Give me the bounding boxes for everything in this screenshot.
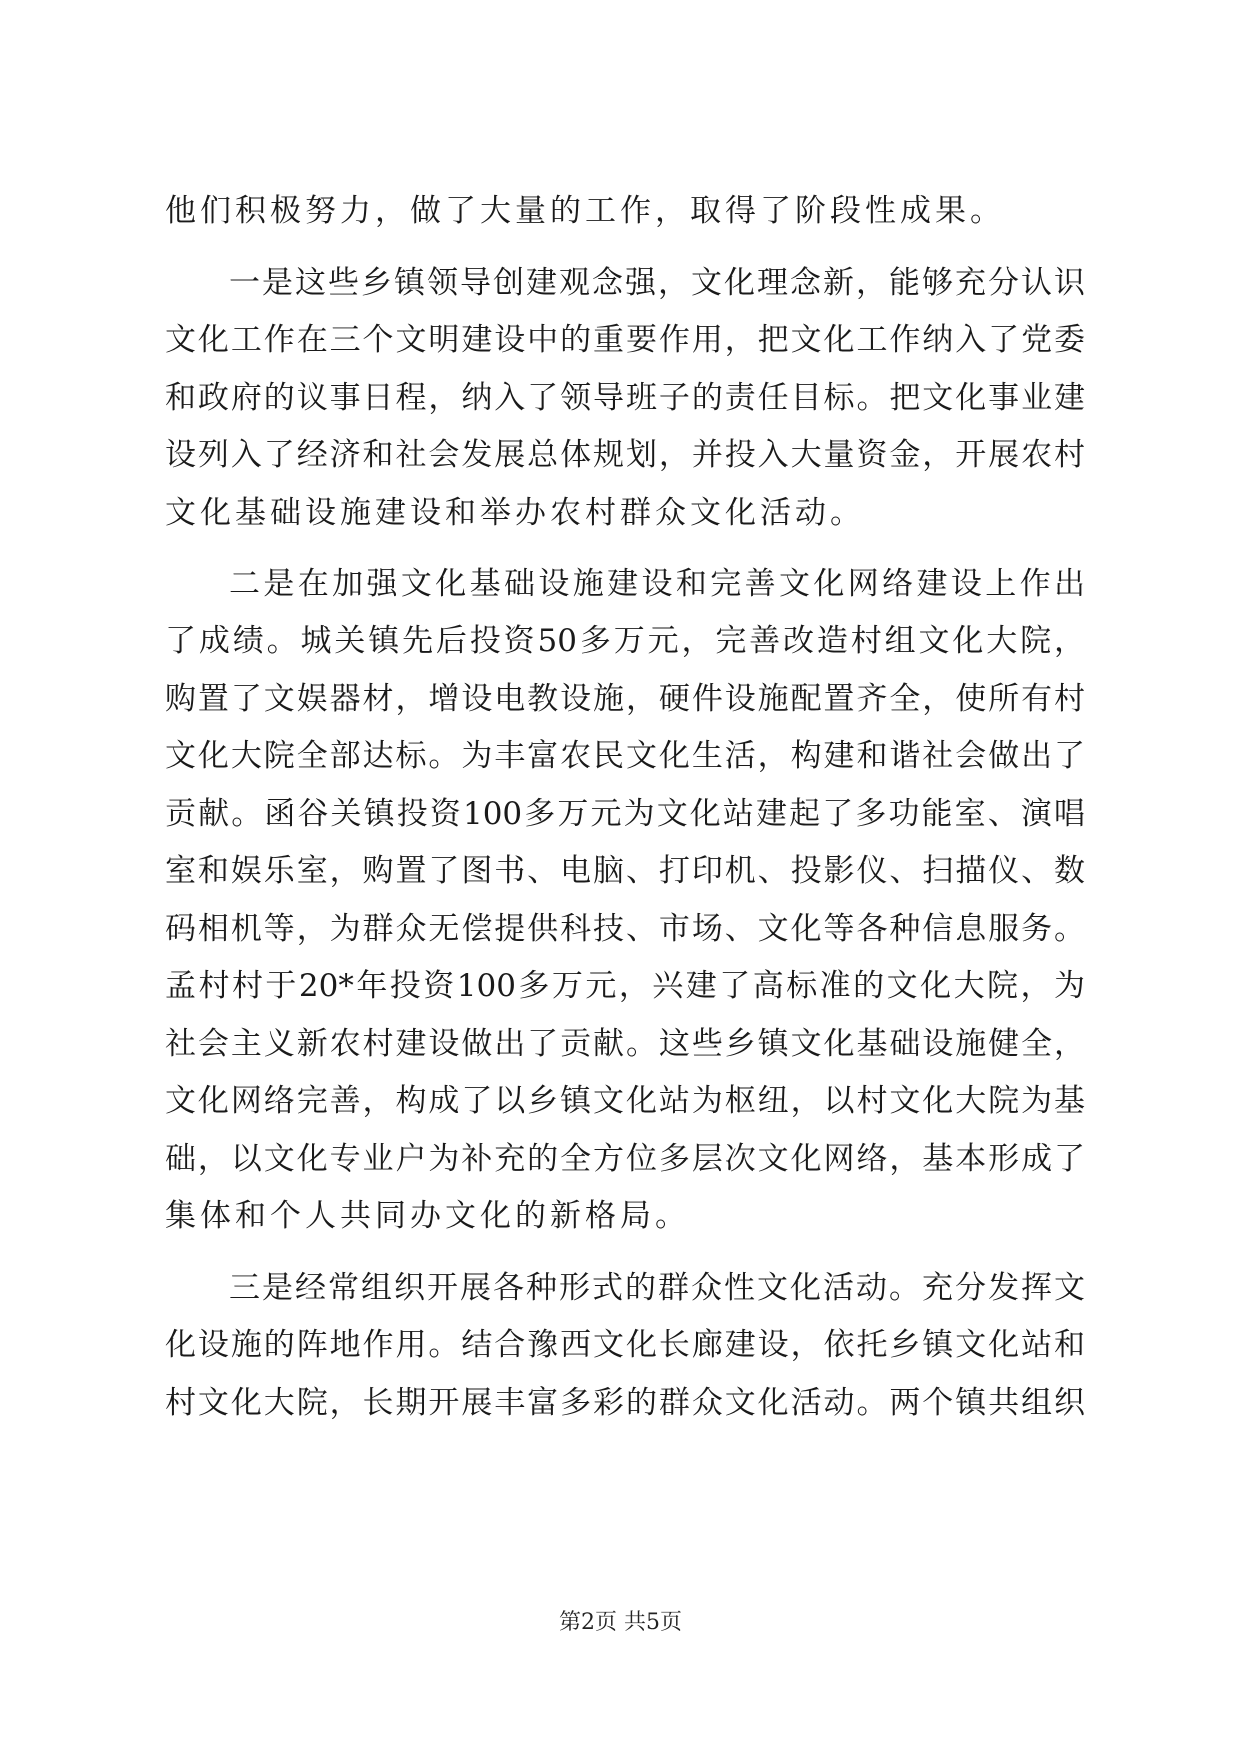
text-line: 孟村村于20*年投资100多万元，兴建了高标准的文化大院，为 [165, 968, 1085, 1004]
text-line: 文化网络完善，构成了以乡镇文化站为枢纽，以村文化大院为基 [165, 1083, 1085, 1119]
text-line: 码相机等，为群众无偿提供科技、市场、文化等各种信息服务。 [165, 911, 1085, 947]
text-line: 二是在加强文化基础设施建设和完善文化网络建设上作出 [229, 566, 1085, 602]
text-line: 室和娱乐室，购置了图书、电脑、打印机、投影仪、扫描仪、数 [165, 853, 1085, 889]
text-line: 文化基础设施建设和举办农村群众文化活动。 [165, 495, 865, 531]
text-line: 化设施的阵地作用。结合豫西文化长廊建设，依托乡镇文化站和 [165, 1327, 1085, 1363]
text-line: 设列入了经济和社会发展总体规划，并投入大量资金，开展农村 [165, 437, 1085, 473]
text-line: 一是这些乡镇领导创建观念强，文化理念新，能够充分认识 [229, 265, 1085, 301]
text-line: 购置了文娱器材，增设电教设施，硬件设施配置齐全，使所有村 [165, 681, 1085, 717]
text-line: 了成绩。城关镇先后投资50多万元，完善改造村组文化大院， [165, 623, 1085, 659]
page-number-footer: 第2页 共5页 [559, 1610, 682, 1635]
text-line: 他们积极努力，做了大量的工作，取得了阶段性成果。 [165, 193, 1005, 229]
text-line: 和政府的议事日程，纳入了领导班子的责任目标。把文化事业建 [165, 380, 1085, 416]
text-line: 贡献。函谷关镇投资100多万元为文化站建起了多功能室、演唱 [165, 796, 1085, 832]
text-line: 三是经常组织开展各种形式的群众性文化活动。充分发挥文 [229, 1270, 1085, 1306]
text-line: 村文化大院，长期开展丰富多彩的群众文化活动。两个镇共组织 [165, 1385, 1085, 1421]
text-line: 础，以文化专业户为补充的全方位多层次文化网络，基本形成了 [165, 1141, 1085, 1177]
text-line: 文化工作在三个文明建设中的重要作用，把文化工作纳入了党委 [165, 322, 1085, 358]
text-line: 文化大院全部达标。为丰富农民文化生活，构建和谐社会做出了 [165, 738, 1085, 774]
text-line: 集体和个人共同办文化的新格局。 [165, 1198, 690, 1234]
text-line: 社会主义新农村建设做出了贡献。这些乡镇文化基础设施健全， [165, 1026, 1085, 1062]
